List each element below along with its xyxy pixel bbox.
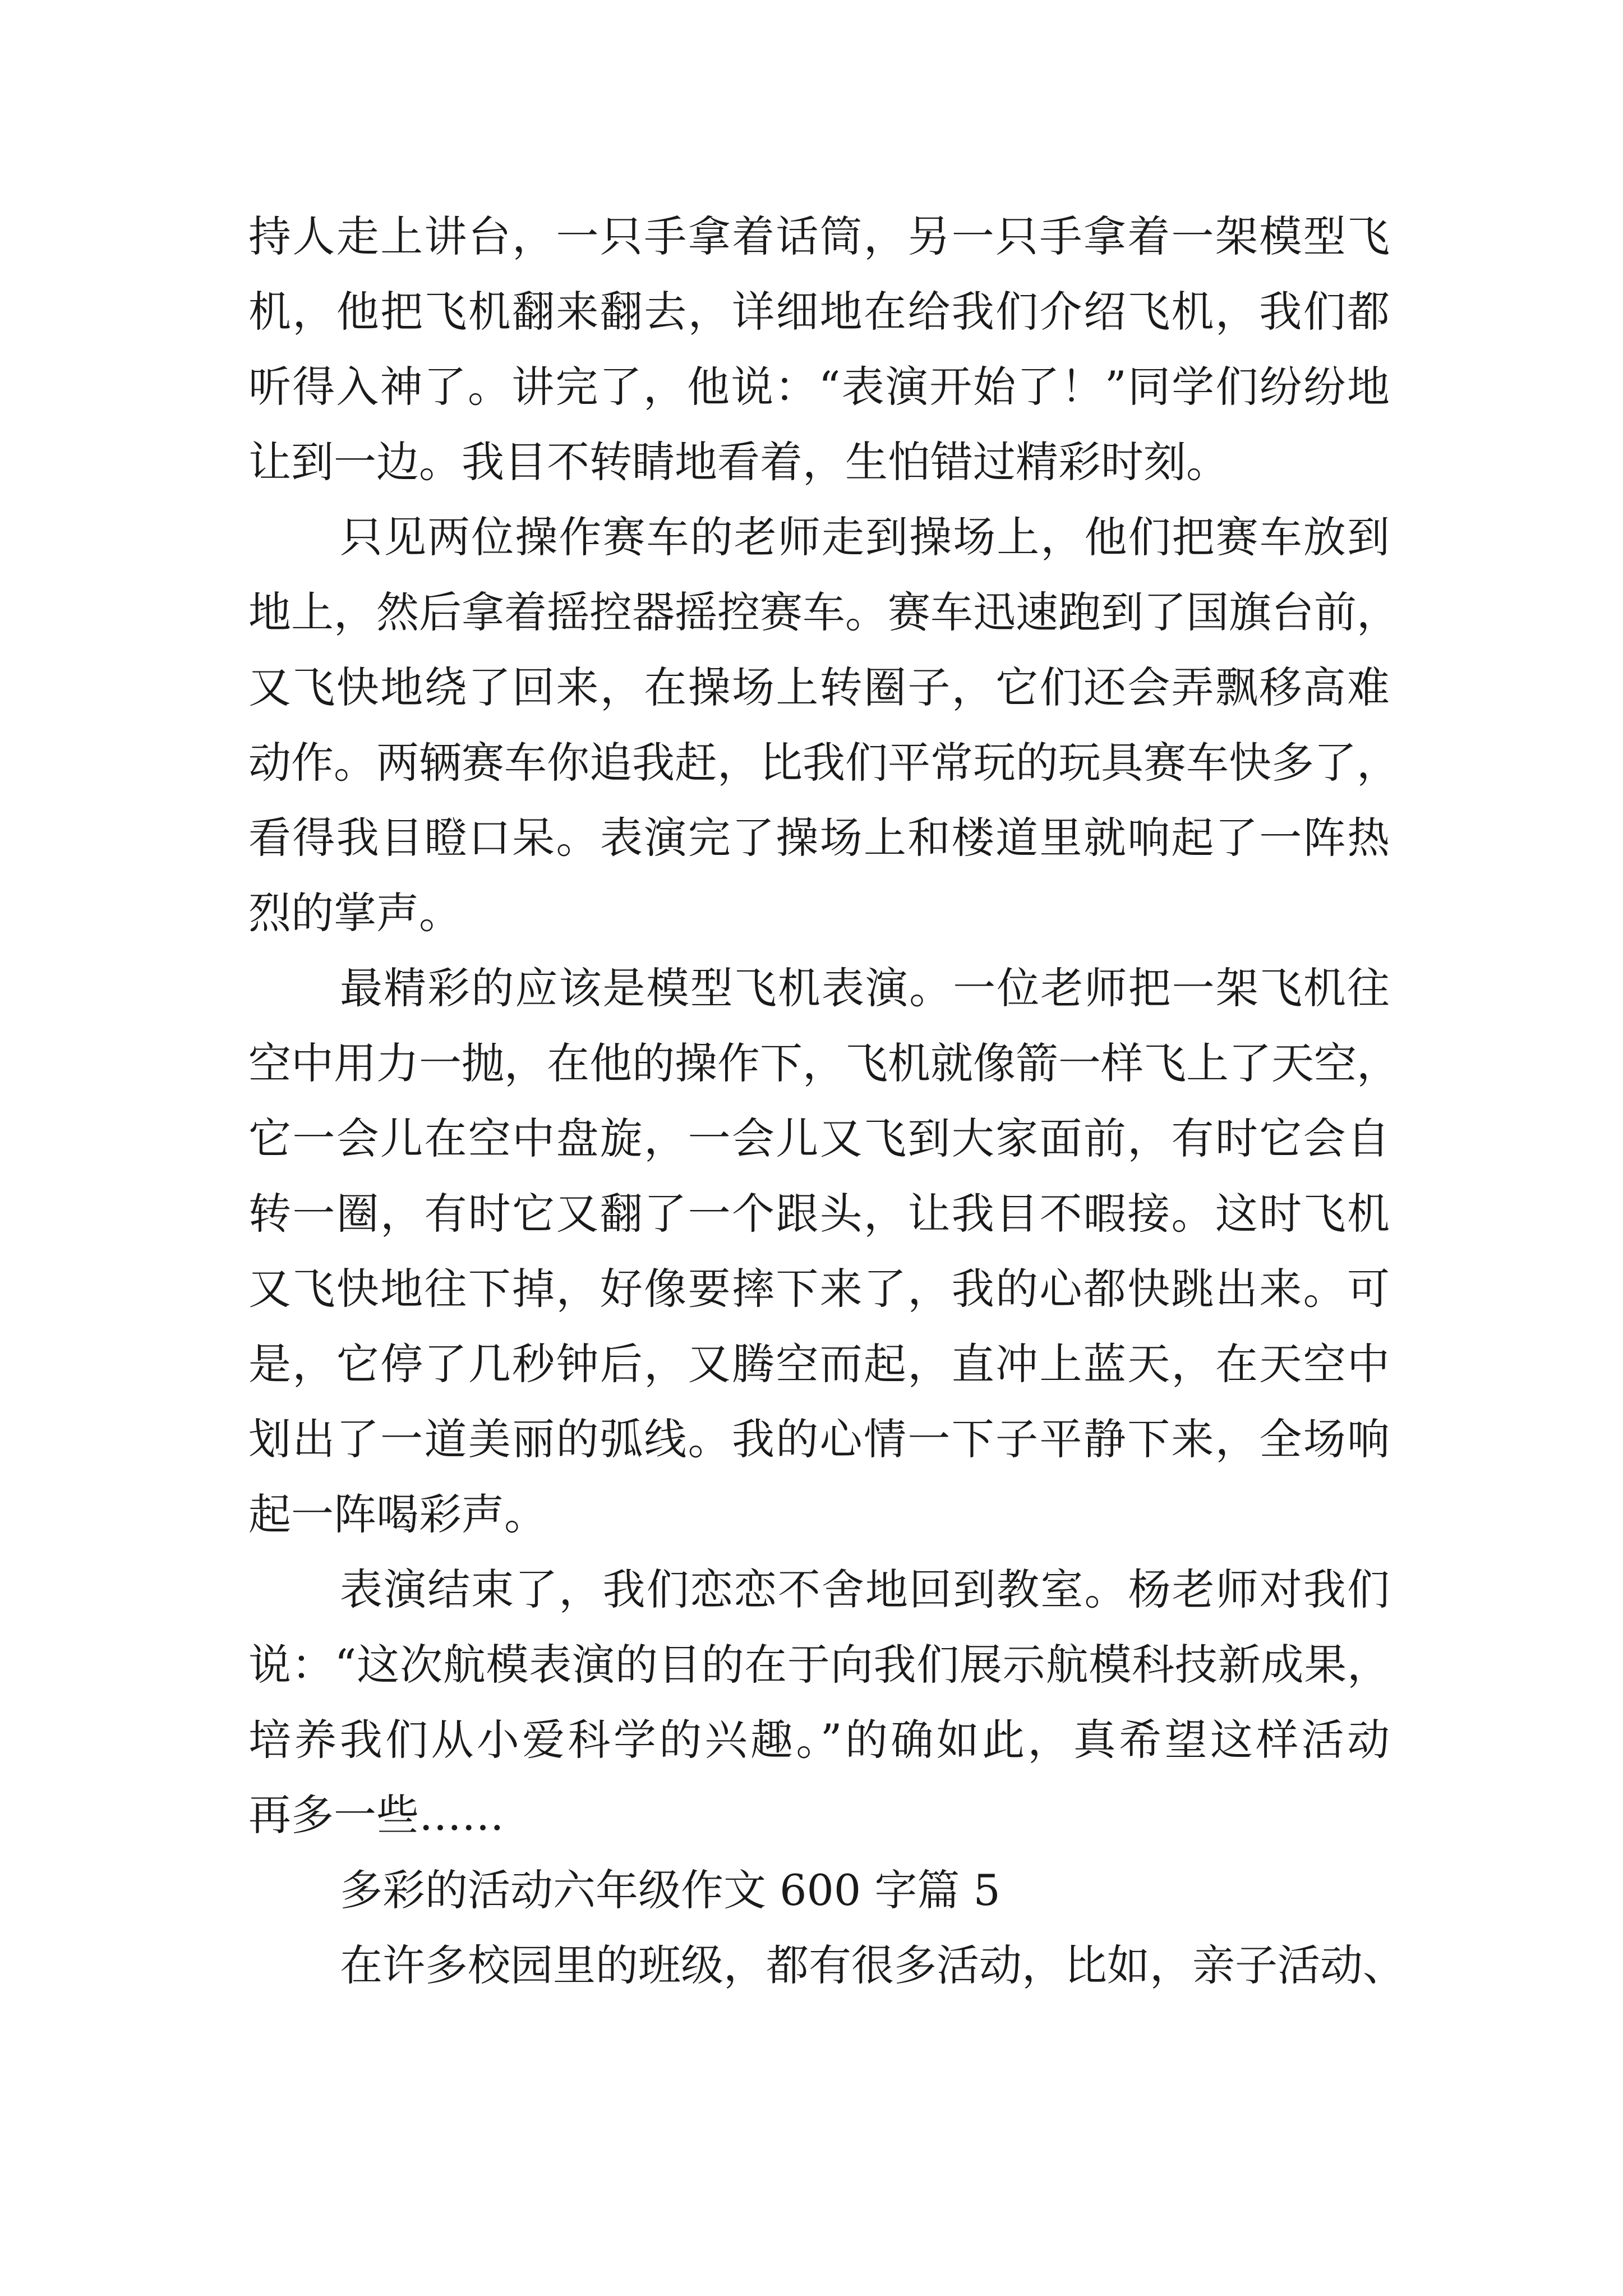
text-line: 培养我们从小爱科学的兴趣。”的确如此，真希望这样活动 bbox=[248, 1715, 1390, 1765]
text-line: 烈的掌声。 bbox=[248, 888, 462, 938]
text-line: 空中用力一抛，在他的操作下，飞机就像箭一样飞上了天空， bbox=[248, 1038, 1399, 1088]
text-line: 再多一些…… bbox=[248, 1790, 504, 1840]
text-line: 划出了一道美丽的弧线。我的心情一下子平静下来，全场响 bbox=[248, 1414, 1390, 1464]
text-line: 起一阵喝彩声。 bbox=[248, 1489, 547, 1539]
text-line: 转一圈，有时它又翻了一个跟头，让我目不暇接。这时飞机 bbox=[248, 1189, 1390, 1239]
text-line: 是，它停了几秒钟后，又腾空而起，直冲上蓝天，在天空中 bbox=[248, 1339, 1390, 1389]
text-line: 说：“这次航模表演的目的在于向我们展示航模科技新成果， bbox=[248, 1640, 1390, 1690]
paragraph-start-line: 表演结束了，我们恋恋不舍地回到教室。杨老师对我们 bbox=[340, 1565, 1390, 1614]
text-line: 持人走上讲台，一只手拿着话筒，另一只手拿着一架模型飞 bbox=[248, 211, 1390, 261]
paragraph-start-line: 最精彩的应该是模型飞机表演。一位老师把一架飞机往 bbox=[340, 963, 1390, 1013]
text-line: 机，他把飞机翻来翻去，详细地在给我们介绍飞机，我们都 bbox=[248, 287, 1390, 337]
text-line: 动作。两辆赛车你追我赶，比我们平常玩的玩具赛车快多了， bbox=[248, 738, 1399, 788]
text-line: 又飞快地往下掉，好像要摔下来了，我的心都快跳出来。可 bbox=[248, 1264, 1390, 1314]
text-line: 听得入神了。讲完了，他说：“表演开始了！”同学们纷纷地 bbox=[248, 362, 1390, 412]
text-line: 看得我目瞪口呆。表演完了操场上和楼道里就响起了一阵热 bbox=[248, 813, 1390, 863]
paragraph-start-line: 在许多校园里的班级，都有很多活动，比如，亲子活动、 bbox=[340, 1940, 1405, 1990]
text-line: 又飞快地绕了回来，在操场上转圈子，它们还会弄飘移高难 bbox=[248, 662, 1390, 712]
section-heading: 多彩的活动六年级作文 600 字篇 5 bbox=[340, 1865, 1000, 1915]
text-line: 让到一边。我目不转睛地看着，生怕错过精彩时刻。 bbox=[248, 437, 1229, 487]
text-line: 地上，然后拿着摇控器摇控赛车。赛车迅速跑到了国旗台前， bbox=[248, 587, 1399, 637]
paragraph-start-line: 只见两位操作赛车的老师走到操场上，他们把赛车放到 bbox=[340, 512, 1390, 562]
essay-text bbox=[248, 199, 1405, 2003]
text-line: 它一会儿在空中盘旋，一会儿又飞到大家面前，有时它会自 bbox=[248, 1114, 1390, 1163]
